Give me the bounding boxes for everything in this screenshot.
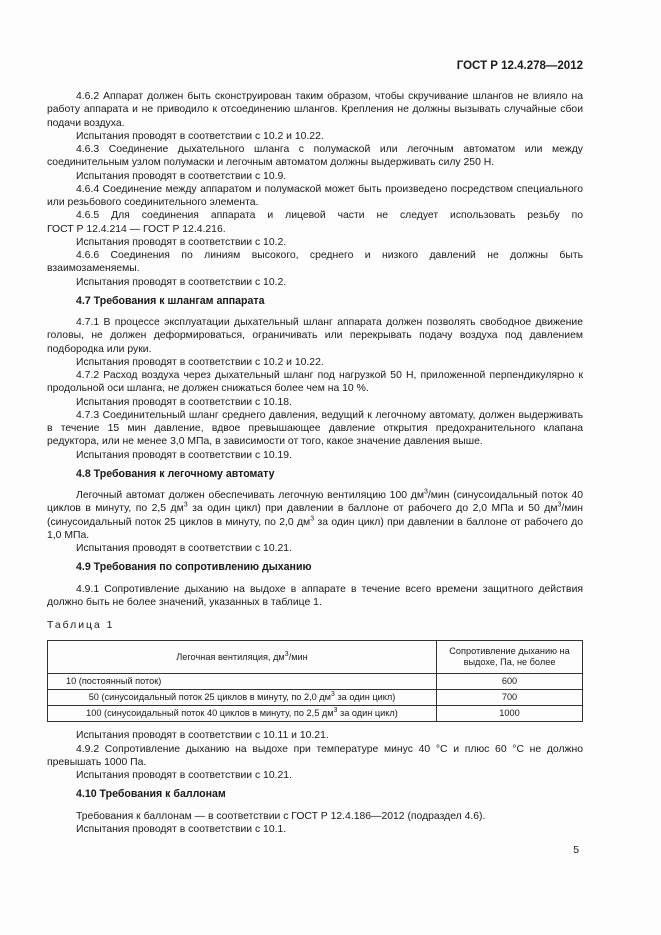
test-ref: Испытания проводят в соответствии с 10.9. (76, 170, 287, 182)
text-run: Легочная вентиляция, дм (176, 651, 285, 662)
superscript: 3 (330, 691, 335, 699)
table-row (48, 706, 583, 722)
table-header-resistance: Сопротивление дыханию на выдохе, Па, не более (437, 641, 583, 674)
text-run: /мин (288, 651, 308, 662)
table-caption (47, 619, 583, 632)
paragraph-4-6-3: 4.6.3 Соединение дыхательного шланга с полумаской или легочным автоматом или между соединительным узлом полумаски и легочным автоматом должны выдерживать силу 250 Н. (47, 144, 583, 169)
table-1 (47, 640, 583, 722)
table-cell-ventilation (48, 674, 437, 690)
text-run: /мин (синусоидальный поток 40 циклов в минуту, по 2,5 дм (47, 490, 584, 515)
table-cell-ventilation (48, 706, 437, 722)
paragraph-4-6-5-cont: ГОСТ Р 12.4.214 — ГОСТ Р 12.4.216. (47, 223, 226, 235)
text-run: за один цикл) (337, 708, 398, 719)
section-heading-4-9: 4.9 Требования по сопротивлению дыханию (76, 561, 312, 574)
section-heading-4-7: 4.7 Требования к шлангам аппарата (76, 294, 265, 307)
test-ref: Испытания проводят в соответствии с 10.18. (76, 396, 292, 408)
test-ref: Испытания проводят в соответствии с 10.21. (76, 543, 292, 554)
test-ref: Испытания проводят в соответствии с 10.21. (76, 770, 292, 781)
table-caption-word: Таблица (47, 620, 102, 631)
document-id: ГОСТ Р 12.4.278—2012 (456, 60, 583, 72)
text-run: за один цикл) (334, 692, 396, 703)
text-run: за один цикл) при давлении в баллоне от рабочего до 2,0 МПа и 50 дм (187, 503, 558, 515)
test-ref: Испытания проводят в соответствии с 10.2 и 10.22. (76, 356, 324, 368)
test-ref: Испытания проводят в соответствии с 10.19. (76, 449, 292, 461)
superscript: 3 (557, 501, 562, 509)
paragraph-4-6-4: 4.6.4 Соединение между аппаратом и полумаской может быть произведено посредством специального или резьбового соединительного элемента. (47, 183, 583, 208)
table-cell-resistance: 600 (437, 674, 583, 690)
paragraph-4-6-6: 4.6.6 Соединения по линиям высокого, среднего и низкого давлений не должны быть взаимозаменяемы. (47, 250, 583, 275)
table-cell-ventilation (48, 690, 437, 706)
test-ref: Испытания проводят в соответствии с 10.2. (76, 236, 287, 248)
paragraph-4-9-1: 4.9.1 Сопротивление дыханию на выдохе в аппарате в течение всего времени защитного действия должно быть не более значений, указанных в таблице 1. (47, 583, 583, 608)
paragraph-4-6-5: 4.6.5 Для соединения аппарата и лицевой части не следует использовать резьбу по (76, 210, 583, 222)
section-heading-4-8: 4.8 Требования к легочному автомату (76, 467, 275, 480)
text-run: 10 (постоянный поток) (66, 676, 162, 687)
paragraph-4-7-3: 4.7.3 Соединительный шланг среднего давления, ведущий к легочному автомату, должен выдерживать в течение 15 мин давление, вдвое превышающее давление открытия предохранительного клапана редуктора, или не менее 3,0 МПа, в зависимости от того, какое значение давления выше. (47, 409, 583, 448)
section-heading-4-10: 4.10 Требования к баллонам (76, 788, 226, 801)
paragraph-4-9-2: 4.9.2 Сопротивление дыханию на выдохе при температуре минус 40 °С и плюс 60 °С не должно превышать 1000 Па. (47, 743, 583, 768)
text-run: /мин (синусоидальный поток 25 циклов в минуту, по 2,0 дм (47, 503, 583, 528)
test-ref: Испытания проводят в соответствии с 10.2 и 10.22. (76, 130, 324, 142)
superscript: 3 (333, 707, 338, 715)
text-run: 50 (синусоидальный поток 25 циклов в минуту, по 2,0 дм (88, 692, 331, 703)
table-row (48, 690, 583, 706)
table-cell-resistance: 1000 (437, 706, 583, 722)
paragraph-4-8 (47, 489, 583, 542)
paragraph-4-10: Требования к баллонам — в соответствии с ГОСТ Р 12.4.186—2012 (подраздел 4.6). (76, 810, 486, 822)
superscript: 3 (284, 650, 289, 658)
superscript: 3 (310, 515, 315, 523)
superscript: 3 (424, 488, 428, 496)
table-cell-resistance: 700 (437, 690, 583, 706)
test-ref: Испытания проводят в соответствии с 10.11 и 10.21. (76, 730, 329, 742)
text-run: 100 (синусоидальный поток 40 циклов в минуту, по 2,5 дм (86, 708, 334, 719)
paragraph-4-6-2: 4.6.2 Аппарат должен быть сконструирован таким образом, чтобы скручивание шлангов не влияло на работу аппарата и не приводило к отсоединению шлангов. Крепления не должны вызывать случайные сбои подачи воздуха. (47, 91, 583, 129)
text-run: Легочный автомат должен обеспечивать легочную вентиляцию 100 дм (76, 490, 424, 501)
test-ref: Испытания проводят в соответствии с 10.1. (76, 823, 287, 835)
text-run: за один цикл) при давлении в баллоне от рабочего до 1,0 МПа. (47, 516, 583, 541)
page-content (47, 90, 583, 836)
paragraph-4-7-1: 4.7.1 В процессе эксплуатации дыхательный шланг аппарата должен позволять свободное движение головы, не должен деформироваться, ограничивать или перекрывать подачу воздуха под давлением подбородка или руки. (47, 317, 583, 355)
test-ref: Испытания проводят в соответствии с 10.2. (76, 276, 287, 288)
page-number: 5 (573, 845, 579, 856)
table-header-row (48, 641, 583, 674)
paragraph-4-7-2: 4.7.2 Расход воздуха через дыхательный шланг под нагрузкой 50 Н, приложенной перпендикулярно к продольной оси шланга, не должен снижаться более чем на 10 %. (47, 370, 583, 395)
table-header-ventilation (48, 641, 437, 674)
superscript: 3 (183, 501, 188, 509)
table-caption-number: 1 (106, 620, 113, 631)
table-row (48, 674, 583, 690)
